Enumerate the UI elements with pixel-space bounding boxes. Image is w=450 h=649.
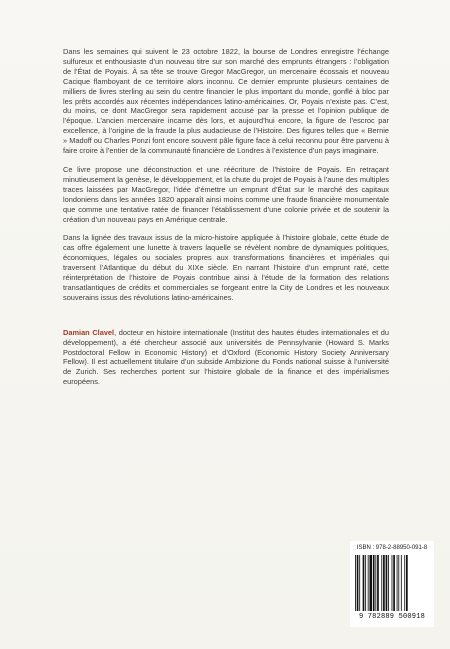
author-bio-paragraph — [63, 328, 389, 387]
barcode-digits: 9 782889 500918 — [358, 613, 425, 621]
barcode-icon — [354, 555, 430, 611]
blurb-paragraph-3: Dans la lignée des travaux issus de la micro-histoire appliquée à l’histoire globale, cette étude de cas offre également une lunette à travers laquelle se révèlent nombre de dynamiques politiques, économiques, légales ou sociales propres aux transformations financières et impériales qui traversent l’Atlantique du début du XIXe siècle. En narrant l’histoire d’un emprunt raté, cette réinterprétation de l’histoire de Poyais contribue ainsi à l’étude de la formation des relations transatlantiques de crédits et commerciales se forgeant entre la City de Londres et les nouveaux souverains issus des révolutions latino-américaines. — [63, 233, 389, 302]
blurb-text-block — [63, 47, 389, 396]
blurb-paragraph-2: Ce livre propose une déconstruction et une réécriture de l’histoire de Poyais. En retraçant minutieusement la genèse, le développement, et la chute du projet de Poyais à l’aune des multiples traces laissées par MacGregor, l’idée d’émettre un emprunt d’État sur le marché des capitaux londoniens dans les années 1820 apparaît ainsi moins comme une fraude financière monumentale que comme une tentative ratée de financer l’établissement d’une colonie privée et de soutenir la création d’un nouveau pays en Amérique centrale. — [63, 164, 389, 224]
barcode-area — [350, 541, 434, 627]
isbn-label: ISBN : 978-2-88950-091-8 — [356, 545, 428, 551]
author-bio-text: , docteur en histoire internationale (Institut des hautes études internationales et du développement), a été chercheur associé aux universités de Pennsylvanie (Howard S. Marks Postdoctoral Fellow in Economic History) et d’Oxford (Economic History Society Anniversary Fellow). Il est actuellement titulaire d’un subside Ambizione du Fonds national suisse à l’université de Zurich. Ses recherches portent sur l’histoire globale de la finance et des impérialismes européens. — [63, 327, 389, 387]
blurb-paragraph-1: Dans les semaines qui suivent le 23 octobre 1822, la bourse de Londres enregistre l’échange sulfureux et enthousiaste d’un nouveau titre sur son marché des emprunts étrangers : l’obligation de l’État de Poyais. À sa tête se trouve Gregor MacGregor, un mercenaire écossais et nouveau Cacique flamboyant de ce territoire alors inconnu. Ce dernier emprunte plusieurs centaines de milliers de livres sterling au sein du centre financier le plus important du monde, gonflé à bloc par les prêts accordés aux récentes indépendances latino-américaines. Or, Poyais n’existe pas. C’est, du moins, ce dont MacGregor sera rapidement accusé par la presse et l’opinion publique de l’époque. L’ancien mercenaire incarne dès lors, et aujourd’hui encore, la figure de l’escroc par excellence, à l’origine de la fraude la plus audacieuse de l’Histoire. Des figures telles que « Bernie » Madoff ou Charles Ponzi font encore souvent pâle figure face à celui reconnu pour être parvenu à faire croire à l’entier de la communauté financière de Londres à l’existence d’un pays imaginaire. — [63, 47, 389, 156]
author-name: Damian Clavel — [63, 327, 115, 337]
